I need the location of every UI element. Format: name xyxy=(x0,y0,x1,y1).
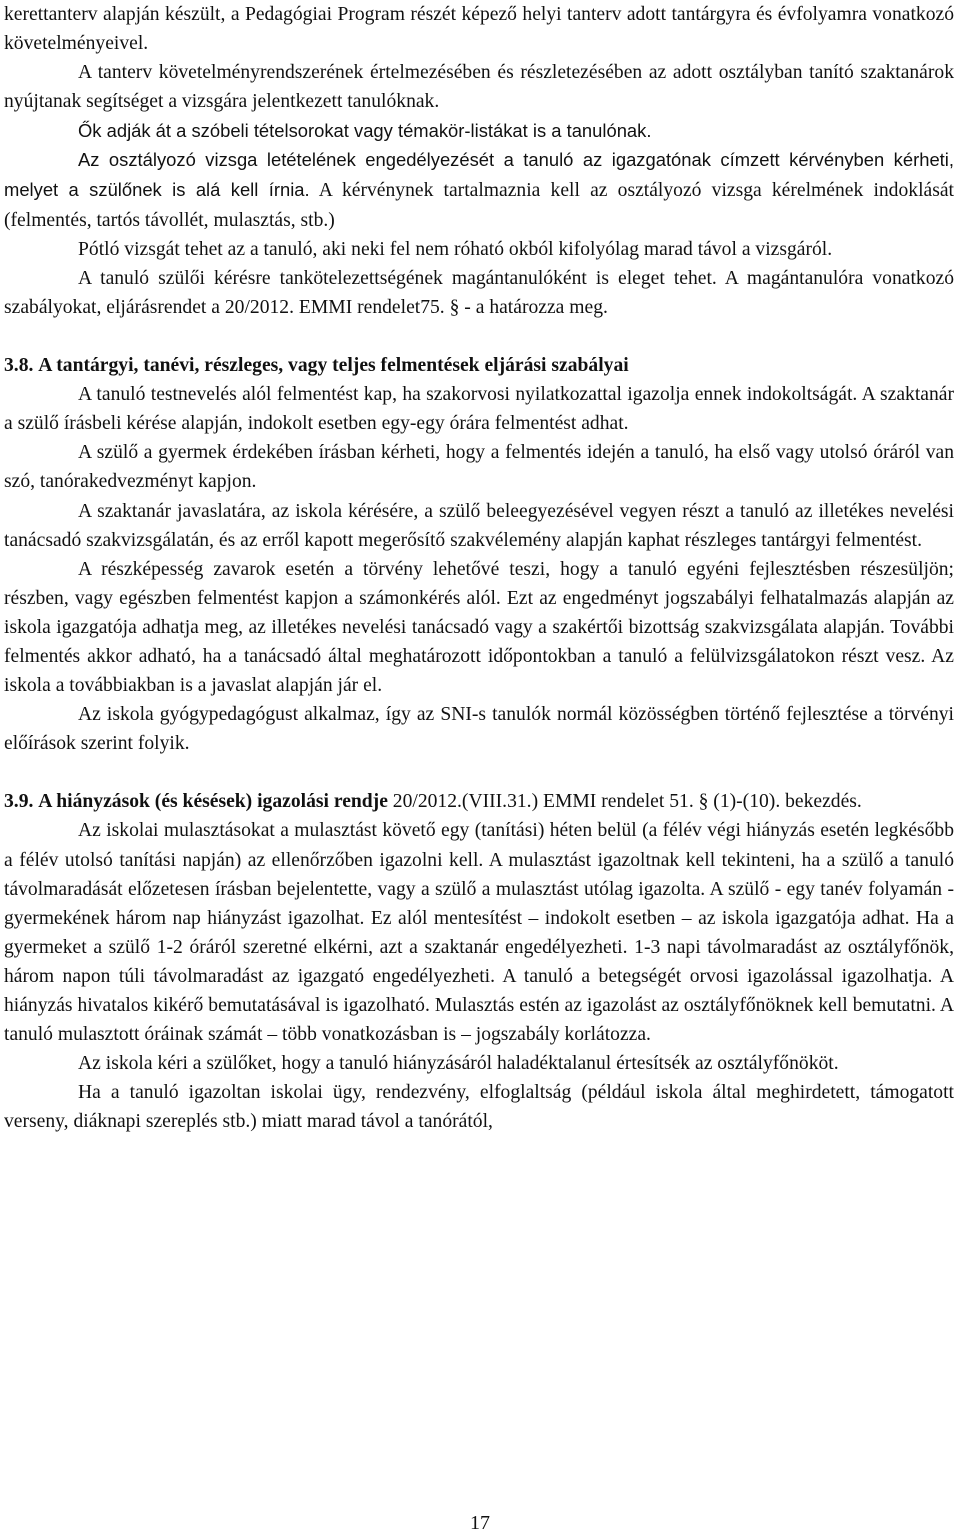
paragraph-intro-6: A tanuló szülői kérésre tankötelezettségének magántanulóként is eleget tehet. A magántanulóra vonatkozó szabályokat, eljárásrendet a 20/2012. EMMI rendelet75. § - a határozza meg. xyxy=(4,267,954,318)
paragraph-3-8-4: A részképesség zavarok esetén a törvény lehetővé teszi, hogy a tanuló egyéni fejlesztésben részesüljön; részben, vagy egészben felmentést kapjon a számonkérés alól. Ezt az engedményt jogszabályi felhatalmazás alapján az iskola igazgatója adhatja meg, az illetékes nevelési tanácsadó vagy a szakértői bizottság szakvizsgálata alapján. További felmentés akkor adható, ha a tanácsadó által meghatározott időpontokban a tanuló a felülvizsgálatokon részt vesz. Az iskola a továbbiakban is a javaslat alapján jár el. xyxy=(4,558,954,697)
paragraph-3-8-5: Az iskola gyógypedagógust alkalmaz, így az SNI-s tanulók normál közösségben történő fejlesztése a törvényi előírások szerint folyik. xyxy=(4,704,954,755)
section-title: A tantárgyi, tanévi, részleges, vagy teljes felmentések eljárási szabályai xyxy=(38,355,629,377)
paragraph-3-8-2: A szülő a gyermek érdekében írásban kérheti, hogy a felmentés idején a tanuló, ha első vagy utolsó óráról van szó, tanórakedvezményt kapjon. xyxy=(4,442,954,493)
section-number: 3.8. xyxy=(4,355,34,377)
paragraph-intro-2: A tanterv követelményrendszerének értelmezésében és részletezésében az adott osztályban tanító szaktanárok nyújtanak segítséget a vizsgára jelentkezett tanulóknak. xyxy=(4,62,954,113)
section-title: A hiányzások (és késések) igazolási rendje xyxy=(38,791,388,813)
paragraph-3-8-3: A szaktanár javaslatára, az iskola kérésére, a szülő beleegyezésével vegyen részt a tanuló az illetékes nevelési tanácsadó szakvizsgálatán, és az erről kapott megerősítő szakvélemény alapján kaphat részleges tantárgyi felmentést. xyxy=(4,500,954,551)
page-number: 17 xyxy=(470,1512,490,1534)
paragraph-intro-4 xyxy=(4,145,954,234)
section-gap xyxy=(4,758,954,787)
section-title-reference: 20/2012.(VIII.31.) EMMI rendelet 51. § (1)-(10). bekezdés. xyxy=(387,791,862,813)
document-page xyxy=(4,0,954,1136)
paragraph-3-9-1: Az iskolai mulasztásokat a mulasztást követő egy (tanítási) héten belül (a félév végi hiányzás esetén legkésőbb a félév utolsó tanítási napján) az ellenőrzőben igazolni kell. A mulasztást igazoltnak kell tekinteni, ha a szülő a tanuló távolmaradását előzetesen írásban bejelentette, vagy a szülő a mulasztást utólag igazolta. A szülő - egy tanév folyamán - gyermekének három nap hiányzást igazolhat. Ez alól mentesítést – indokolt esetben – az iskola igazgatója adhat. Ha a gyermeket a szülő 1-2 óráról szeretné elkérni, azt a szaktanár engedélyezheti. 1-3 napi távolmaradást az osztályfőnök, három napon túli távolmaradást az igazgató engedélyezheti. A tanuló a betegségét orvosi igazolással igazolhatja. A hiányzás hivatalos kikérő bemutatásával is igazolható. Mulasztás estén az igazolást az osztályfőnöknek kell bemutatni. A tanuló mulasztott óráinak számát – több vonatkozásban is – jogszabály korlátozza. xyxy=(4,820,954,1046)
paragraph-3-9-2: Az iskola kéri a szülőket, hogy a tanuló hiányzásáról haladéktalanul értesítsék az osztályfőnököt. xyxy=(78,1053,839,1075)
paragraph-3-9-3: Ha a tanuló igazoltan iskolai ügy, rendezvény, elfoglaltság (például iskola által meghirdetett, támogatott verseny, diáknapi szereplés stb.) miatt marad távol a tanórától, xyxy=(4,1082,954,1133)
paragraph-3-8-1: A tanuló testnevelés alól felmentést kap, ha szakorvosi nyilatkozattal igazolja ennek indokoltságát. A szaktanár a szülő írásbeli kérése alapján, indokolt esetben egy-egy órára felmentést adhat. xyxy=(4,384,954,435)
section-gap xyxy=(4,322,954,351)
paragraph-intro-4-b: A kérvénynek tartalmaznia kell az osztályozó vizsga kérelmének indoklását (felmentés, tartós távollét, mulasztás, stb.) xyxy=(4,179,954,231)
section-number: 3.9. xyxy=(4,791,34,813)
section-heading-3-9 xyxy=(4,787,954,816)
paragraph-intro-4-a: Az osztályozó vizsga letételének engedélyezését a tanuló az igazgatónak címzett kérvényben kérheti, melyet a szülőnek is alá kell írnia. xyxy=(4,149,954,200)
paragraph-intro-1: kerettanterv alapján készült, a Pedagógiai Program részét képező helyi tanterv adott tantárgyra és évfolyamra vonatkozó követelményeivel. xyxy=(4,4,954,55)
paragraph-intro-5: Pótló vizsgát tehet az a tanuló, aki neki fel nem róható okból kifolyólag marad távol a vizsgáról. xyxy=(78,238,833,260)
paragraph-intro-3: Ők adják át a szóbeli tételsorokat vagy témakör-listákat is a tanulónak. xyxy=(78,120,652,142)
section-heading-3-8 xyxy=(4,351,954,380)
